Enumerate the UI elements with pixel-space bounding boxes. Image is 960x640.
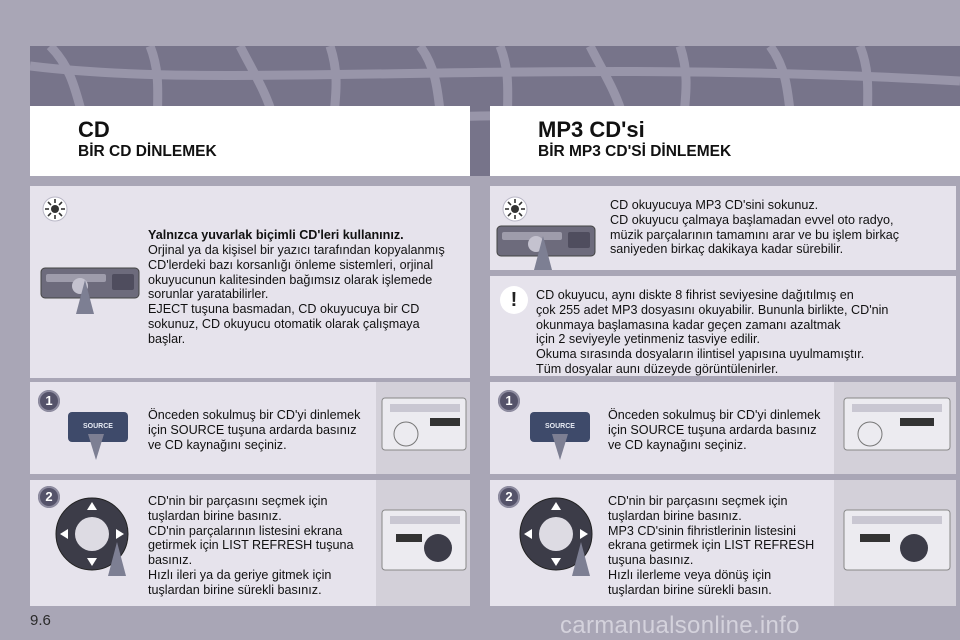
- page-number: 9.6: [30, 612, 51, 629]
- insert-arrow: [76, 280, 94, 314]
- step-number-badge: 1: [38, 390, 60, 412]
- car-radio-icon: [834, 480, 956, 606]
- watermark: carmanualsonline.info: [560, 612, 800, 639]
- mp3-warning-panel: [490, 276, 956, 376]
- cd-step1-panel: [30, 382, 470, 474]
- car-radio-picture: [834, 480, 956, 606]
- car-radio-icon: [376, 382, 470, 474]
- mp3-step1-text: Önceden sokulmuş bir CD'yi dinlemek için SOURCE tuşuna ardarda basınız ve CD kaynağını seçiniz.: [608, 408, 821, 452]
- cd-title: CD: [78, 117, 110, 142]
- mp3-subtitle: BİR MP3 CD'Sİ DİNLEMEK: [538, 143, 732, 160]
- mp3-info-text: CD okuyucuya MP3 CD'sini sokunuz. CD okuyucu çalmaya başlamadan evvel oto radyo, müzik parçalarının tamamını arar ve bu işlem birkaç saniyeden birkaç dakikaya kadar sürebilir.: [610, 198, 900, 257]
- cd-subtitle: BİR CD DİNLEMEK: [78, 143, 217, 160]
- cd-info-heading: Yalnızca yuvarlak biçimli CD'leri kullanınız.: [148, 228, 404, 242]
- mp3-warning-text: CD okuyucu, aynı diskte 8 fihrist seviyesine dağıtılmış en çok 255 adet MP3 dosyasını okuyabilir. Bununla birlikte, CD'nin okunmaya başlamasına kadar geçen zamanı azaltmak için 2 seviyeyle yetinmeniz tasviye edilir. Okuma sırasında dosyaların ilintisel yapısına uyulmamıştır. Tüm dosyalar aunı düzeyde görüntülenirler.: [536, 288, 889, 376]
- source-button: SOURCE: [68, 412, 128, 442]
- car-radio-icon: [376, 480, 470, 606]
- press-arrow: [108, 542, 126, 576]
- cd-info-text: Orjinal ya da kişisel bir yazıcı tarafından kopyalanmış CD'lerdeki bazı korsanlığı önleme sistemleri, orjinal okuyucunun kalitesinden bağımsız olarak işlemede sorunlar yaratabilirler. EJECT tuşuna basmadan, CD okuyucuya bir CD sokunuz, CD okuyucu otomatik olarak çalışmaya başlar.: [148, 243, 445, 346]
- cd-step1-text: Önceden sokulmuş bir CD'yi dinlemek için SOURCE tuşuna ardarda basınız ve CD kaynağını seçiniz.: [148, 408, 361, 452]
- step-number-badge: 1: [498, 390, 520, 412]
- step-number-badge: 2: [498, 486, 520, 508]
- mp3-title: MP3 CD'si: [538, 117, 645, 142]
- source-button: SOURCE: [530, 412, 590, 442]
- car-radio-picture: [376, 480, 470, 606]
- exclamation-icon: !: [500, 286, 528, 314]
- mp3-step2-text: CD'nin bir parçasını seçmek için tuşlardan birine basınız. MP3 CD'sinin fihristlerinin listesini ekrana getirmek için LIST REFRESH tuşuna basınız. Hızlı ilerleme veya dönüş için tuşlardan birine sürekli basın.: [608, 494, 815, 597]
- mp3-info-panel: [490, 186, 956, 270]
- mp3-step2-panel: [490, 480, 956, 606]
- cd-title-box: [30, 106, 470, 176]
- cd-info-panel: [30, 186, 470, 378]
- sun-bulb-icon: [502, 196, 528, 222]
- insert-arrow: [534, 236, 552, 270]
- cd-step2-text: CD'nin bir parçasını seçmek için tuşlardan birine basınız. CD'nin parçalarının listesini ekrana getirmek için LIST REFRESH tuşuna basınız. Hızlı ileri ya da geriye gitmek için tuşlardan birine sürekli basınız.: [148, 494, 354, 597]
- cd-step2-panel: [30, 480, 470, 606]
- car-radio-icon: [834, 382, 956, 474]
- sun-bulb-icon: [42, 196, 68, 222]
- press-arrow: [88, 434, 104, 460]
- mp3-step1-panel: [490, 382, 956, 474]
- car-radio-picture: [834, 382, 956, 474]
- mp3-title-box: [490, 106, 960, 176]
- press-arrow: [572, 542, 590, 576]
- car-radio-picture: [376, 382, 470, 474]
- step-number-badge: 2: [38, 486, 60, 508]
- press-arrow: [552, 434, 568, 460]
